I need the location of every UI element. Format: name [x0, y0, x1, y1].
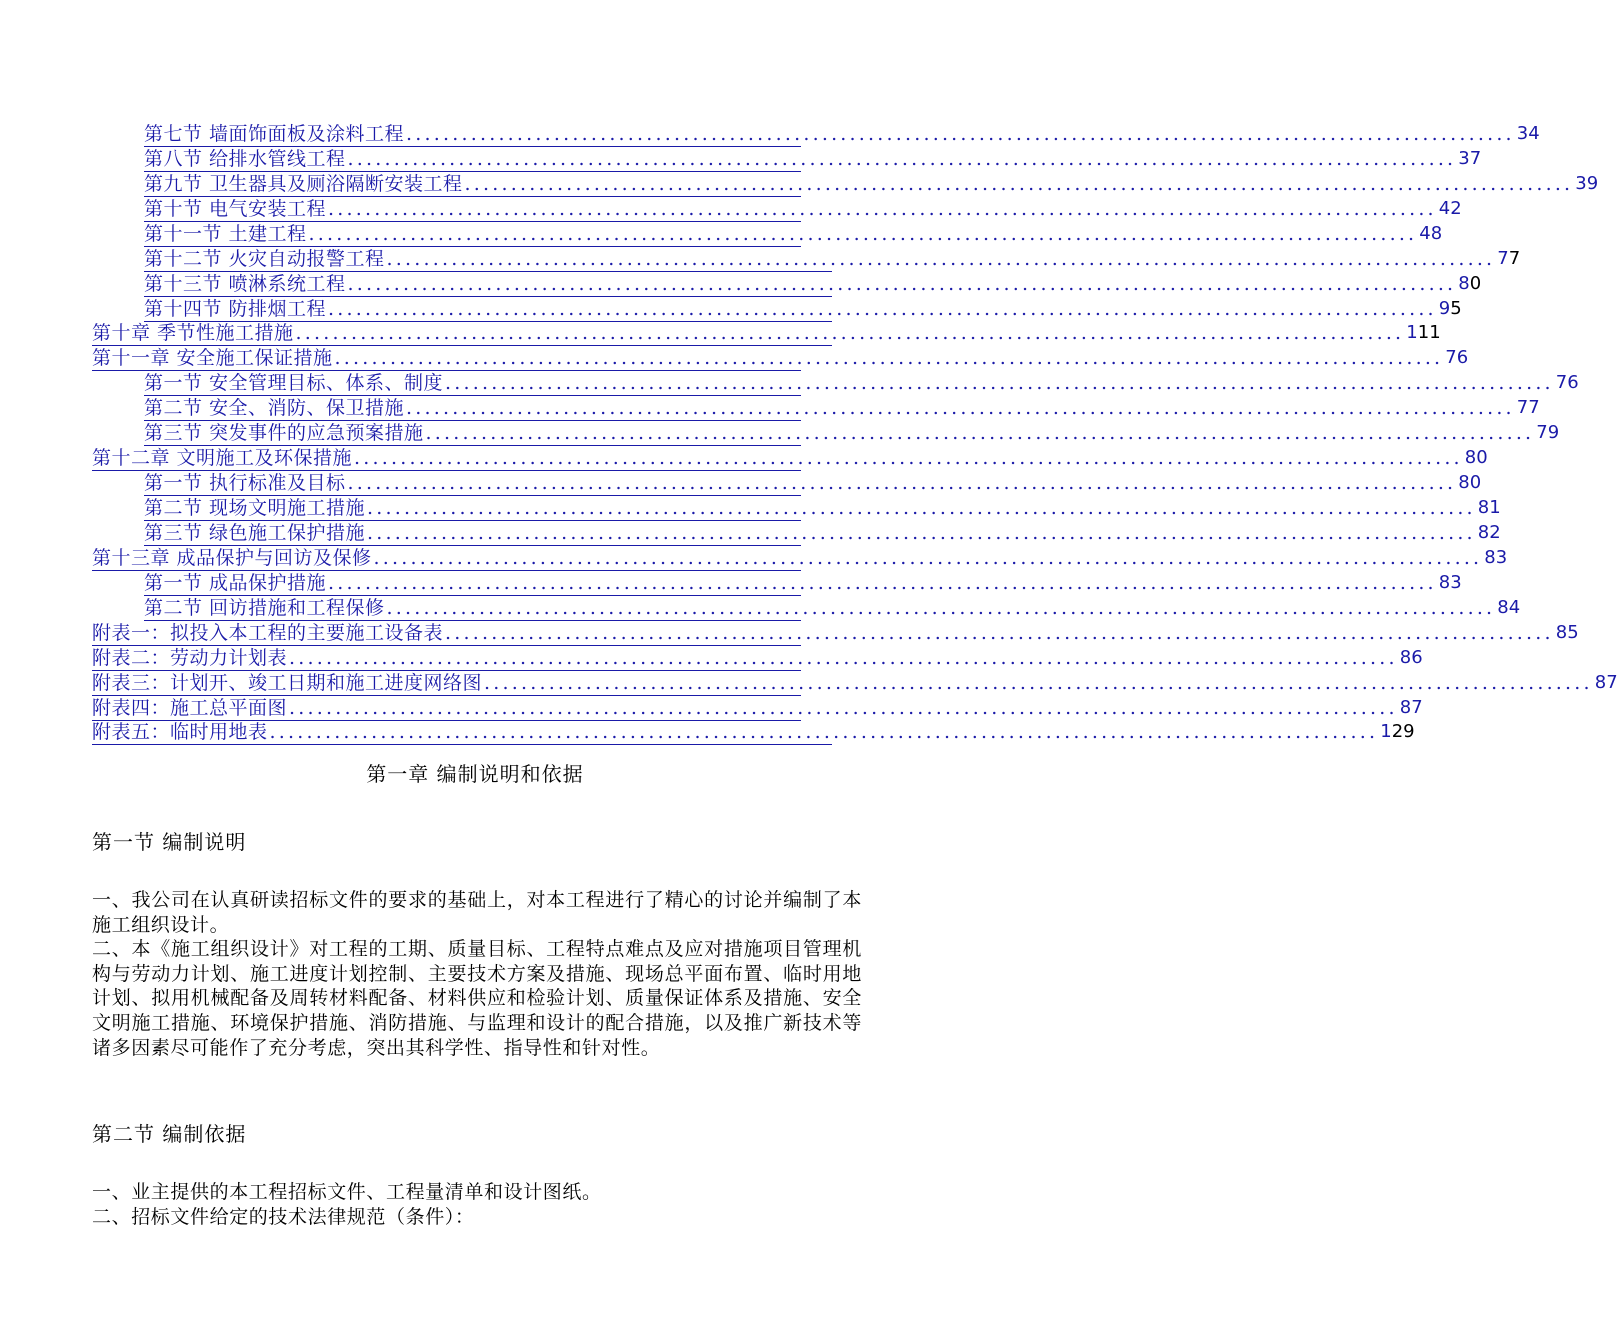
- paragraph: 一、业主提供的本工程招标文件、工程量清单和设计图纸。: [92, 1181, 602, 1203]
- toc-page-number: 76: [1445, 347, 1469, 369]
- toc-entry-page: [1458, 147, 1481, 171]
- toc-entry-page: [1406, 321, 1440, 345]
- toc-leader-dots: ........................................................................................................................: [328, 571, 1437, 594]
- toc-page-number: 87: [1594, 671, 1618, 693]
- toc-entry[interactable]: [144, 222, 1443, 247]
- section-title-1: 第一节 编制说明: [92, 830, 247, 854]
- toc-entry-title: 第一节 执行标准及目标: [144, 472, 346, 495]
- toc-entry[interactable]: [144, 371, 1579, 396]
- section-2-body: [92, 1180, 862, 1229]
- toc-page-number: 76: [1555, 372, 1579, 394]
- toc-entry-page: [1380, 720, 1414, 744]
- toc-entry-title: 附表三：计划开、竣工日期和施工进度网络图: [92, 671, 483, 694]
- toc-entry-title: 第十四节 防排烟工程: [144, 297, 327, 320]
- toc-leader-dots: ........................................................................................................................: [347, 272, 1457, 295]
- toc-leader-dots: ........................................................................................................................: [347, 147, 1457, 170]
- toc-page-number: 39: [1575, 172, 1599, 194]
- paragraph: 二、本《施工组织设计》对工程的工期、质量目标、工程特点难点及应对措施项目管理机构与劳动力计划、施工进度计划控制、主要技术方案及措施、现场总平面布置、临时用地计划、拟用机械配备及周转材料配备、材料供应和检验计划、质量保证体系及措施、安全文明施工措施、环境保护措施、消防措施、与监理和设计的配合措施，以及推广新技术等诸多因素尽可能作了充分考虑，突出其科学性、指导性和针对性。: [92, 938, 862, 1059]
- toc-entry[interactable]: [144, 571, 1462, 596]
- chapter-title: 第一章 编制说明和依据: [366, 762, 584, 786]
- toc-page-number: 80: [1464, 447, 1488, 469]
- paragraph: 二、招标文件给定的技术法律规范（条件）：: [92, 1205, 475, 1228]
- toc-entry-page: [1517, 396, 1540, 420]
- toc-entry-title: 第二节 安全、消防、保卫措施: [144, 397, 405, 420]
- toc-entry-page: [1465, 446, 1488, 470]
- toc-leader-dots: ........................................................................................................................: [328, 197, 1437, 220]
- toc-entry[interactable]: [144, 396, 1540, 421]
- toc-leader-dots: ........................................................................................................................: [354, 447, 1463, 470]
- toc-entry-page: [1556, 371, 1579, 395]
- toc-entry-page: [1497, 596, 1520, 620]
- toc-leader-dots: ........................................................................................................................: [425, 422, 1535, 445]
- toc-leader-dots: ........................................................................................................................: [445, 372, 1554, 395]
- toc-leader-dots: ........................................................................................................................: [464, 172, 1574, 195]
- toc-page-number-overflow: 5: [1450, 297, 1462, 319]
- toc-entry-title: 第十三章 成品保护与回访及保修: [92, 546, 372, 569]
- toc-page-number: 82: [1477, 521, 1501, 543]
- toc-page-number-overflow: 29: [1391, 721, 1415, 743]
- toc-entry-page: [1439, 297, 1462, 321]
- toc-entry[interactable]: [144, 122, 1540, 147]
- toc-entry[interactable]: [144, 272, 1482, 297]
- toc-entry-page: [1575, 172, 1598, 196]
- toc-entry-page: [1458, 471, 1481, 495]
- toc-entry-title: 附表二：劳动力计划表: [92, 646, 288, 669]
- toc-page-number: 34: [1516, 122, 1540, 144]
- toc-entry[interactable]: [144, 421, 1560, 446]
- toc-leader-dots: ........................................................................................................................: [406, 397, 1515, 420]
- toc-page-number-overflow: 11: [1417, 322, 1441, 344]
- toc-leader-dots: ........................................................................................................................: [289, 696, 1398, 719]
- toc-page-number: 9: [1438, 297, 1451, 319]
- toc-entry-title: 第十三节 喷淋系统工程: [144, 272, 346, 295]
- toc-entry[interactable]: [144, 596, 1521, 621]
- toc-page-number: 81: [1477, 497, 1501, 518]
- paragraph: 一、我公司在认真研读招标文件的要求的基础上，对本工程进行了精心的讨论并编制了本施工组织设计。: [92, 889, 862, 936]
- toc-leader-dots: ........................................................................................................................: [367, 497, 1476, 519]
- toc-entry[interactable]: [92, 671, 1618, 696]
- toc-entry-page: [1478, 496, 1501, 520]
- toc-page-number: 87: [1399, 696, 1423, 718]
- toc-page-number: 8: [1458, 272, 1470, 294]
- toc-entry-page: [1439, 571, 1462, 595]
- toc-page-number: 48: [1419, 222, 1443, 244]
- toc-entry[interactable]: [144, 297, 1462, 322]
- toc-leader-dots: ........................................................................................................................: [334, 347, 1444, 370]
- toc-entry-page: [1556, 621, 1579, 645]
- toc-entry-page: [1478, 521, 1501, 545]
- toc-page-number: 83: [1438, 571, 1462, 593]
- toc-leader-dots: ........................................................................................................................: [373, 546, 1483, 569]
- toc-leader-dots: ........................................................................................................................: [445, 621, 1554, 644]
- toc-entry-title: 第三节 绿色施工保护措施: [144, 521, 366, 544]
- toc-entry-title: 第十二章 文明施工及环保措施: [92, 447, 353, 470]
- toc-entry[interactable]: [92, 646, 1423, 671]
- toc-entry-page: [1484, 546, 1507, 570]
- toc-page-number: 37: [1458, 147, 1482, 169]
- toc-page-number-overflow: 7: [1508, 247, 1521, 269]
- toc-entry-title: 第八节 给排水管线工程: [144, 147, 346, 170]
- toc-page-number: 1: [1406, 322, 1418, 344]
- toc-leader-dots: ........................................................................................................................: [386, 596, 1496, 619]
- toc-entry-title: 第十一节 土建工程: [144, 222, 307, 245]
- toc-entry-page: [1439, 197, 1462, 221]
- toc-entry-title: 第二节 现场文明施工措施: [144, 497, 366, 519]
- table-of-contents: [92, 122, 1618, 745]
- toc-leader-dots: ........................................................................................................................: [347, 472, 1457, 495]
- toc-entry[interactable]: [92, 696, 1423, 721]
- toc-entry-title: 第一节 成品保护措施: [144, 571, 327, 594]
- toc-page-number: 79: [1536, 422, 1560, 444]
- toc-leader-dots: ........................................................................................................................: [269, 721, 1379, 744]
- toc-entry-page: [1536, 421, 1559, 445]
- toc-entry-title: 第三节 突发事件的应急预案措施: [144, 422, 424, 445]
- toc-entry[interactable]: [92, 346, 1469, 371]
- toc-entry[interactable]: [144, 496, 1501, 521]
- toc-entry-title: 附表五：临时用地表: [92, 721, 268, 744]
- toc-entry-title: 第七节 墙面饰面板及涂料工程: [144, 122, 405, 145]
- toc-page-number: 77: [1516, 397, 1540, 419]
- toc-entry-page: [1458, 272, 1481, 296]
- toc-page-number: 7: [1497, 247, 1509, 269]
- toc-entry-title: 第二节 回访措施和工程保修: [144, 596, 385, 619]
- toc-leader-dots: ........................................................................................................................: [295, 322, 1405, 345]
- toc-page-number: 1: [1380, 721, 1392, 743]
- toc-entry-title: 附表四：施工总平面图: [92, 696, 288, 719]
- toc-entry[interactable]: [144, 471, 1482, 496]
- toc-leader-dots: ........................................................................................................................: [386, 247, 1496, 270]
- toc-entry[interactable]: [144, 197, 1462, 222]
- toc-entry[interactable]: [92, 446, 1488, 471]
- toc-page-number: 83: [1484, 546, 1508, 568]
- toc-leader-dots: ........................................................................................................................: [289, 646, 1398, 669]
- section-title-2: 第二节 编制依据: [92, 1122, 247, 1146]
- toc-entry-title: 第一节 安全管理目标、体系、制度: [144, 372, 444, 395]
- toc-leader-dots: ........................................................................................................................: [308, 222, 1418, 245]
- toc-entry-page: [1400, 646, 1423, 670]
- toc-entry-title: 第十章 季节性施工措施: [92, 322, 294, 345]
- toc-page-number: 86: [1399, 646, 1423, 668]
- toc-entry[interactable]: [92, 721, 1415, 746]
- toc-entry-title: 第十节 电气安装工程: [144, 197, 327, 220]
- toc-entry[interactable]: [92, 322, 1441, 347]
- toc-entry[interactable]: [144, 172, 1599, 197]
- toc-entry[interactable]: [144, 247, 1521, 272]
- toc-entry-page: [1497, 247, 1520, 271]
- toc-page-number: 85: [1555, 621, 1579, 643]
- toc-leader-dots: ........................................................................................................................: [406, 122, 1515, 145]
- toc-page-number: 84: [1497, 596, 1521, 618]
- toc-page-number-overflow: 0: [1469, 272, 1482, 294]
- toc-entry-page: [1517, 122, 1540, 146]
- toc-leader-dots: ........................................................................................................................: [484, 671, 1593, 694]
- toc-entry-page: [1445, 346, 1468, 370]
- toc-entry-page: [1595, 671, 1618, 695]
- toc-leader-dots: ........................................................................................................................: [367, 521, 1476, 544]
- toc-entry[interactable]: [92, 621, 1579, 646]
- toc-page-number: 80: [1458, 472, 1482, 494]
- toc-entry-page: [1400, 696, 1423, 720]
- toc-leader-dots: ........................................................................................................................: [328, 297, 1437, 320]
- toc-entry[interactable]: [144, 521, 1501, 546]
- toc-page-number: 42: [1438, 197, 1462, 219]
- toc-entry-title: 附表一：拟投入本工程的主要施工设备表: [92, 621, 444, 644]
- section-1-body: [92, 888, 862, 1060]
- toc-entry-title: 第九节 卫生器具及厕浴隔断安装工程: [144, 172, 463, 195]
- toc-entry-title: 第十一章 安全施工保证措施: [92, 347, 333, 370]
- toc-entry[interactable]: [144, 147, 1482, 172]
- toc-entry-page: [1419, 222, 1442, 246]
- toc-entry-title: 第十二节 火灾自动报警工程: [144, 247, 385, 270]
- toc-entry[interactable]: [92, 546, 1508, 571]
